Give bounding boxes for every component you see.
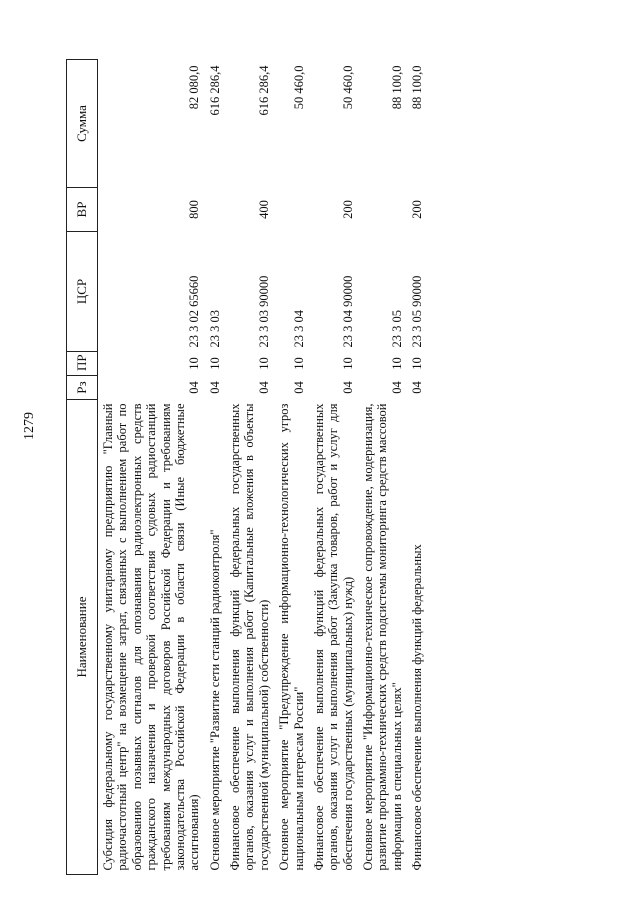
row-name: Субсидия федеральному государственному унитарному предприятию "Главный радиочастотный центр" на возмещение затрат, связанных с выполнением работ по образованию позывных сигналов для опознавания радиоэлектронных средств гражданского назначения и проверкой соответствия судовых радиостанций требованиям международных договоров Российской Федерации и требованиям законодательства Российской Федерации в области связи (Иные бюджетные ассигнования) <box>101 403 202 871</box>
row-csr: 23 3 05 90000 <box>410 275 425 348</box>
row-rz: 04 <box>291 381 306 394</box>
row-vr: 400 <box>256 200 271 219</box>
row-csr: 23 3 05 <box>389 310 404 348</box>
row-csr: 23 3 03 <box>207 310 222 348</box>
row-name: Основное мероприятие "Информационно-техническое сопровождение, модернизация, развитие программно-технических средств подсистемы мониторинга средств массовой информации в специальных целях" <box>361 403 404 871</box>
row-name: Финансовое обеспечение выполнения функций федеральных государственных органов, оказания услуг и выполнения работ (Закупка товаров, работ и услуг для обеспечения государственных (муниципальных) нужд) <box>311 403 355 871</box>
table-row <box>225 60 274 875</box>
row-csr: 23 3 04 90000 <box>340 275 355 348</box>
row-rz: 04 <box>207 381 222 394</box>
header-vr: ВР <box>67 188 98 232</box>
row-rz: 04 <box>389 381 404 394</box>
row-pr: 10 <box>207 357 222 370</box>
row-sum: 616 286,4 <box>256 65 271 116</box>
table-row <box>309 60 358 875</box>
row-csr: 23 3 02 65660 <box>187 275 202 348</box>
row-pr: 10 <box>389 357 404 370</box>
row-pr: 10 <box>187 357 202 370</box>
row-vr: 200 <box>410 200 425 219</box>
table-header-row <box>67 60 98 875</box>
row-rz: 04 <box>187 381 202 394</box>
row-rz: 04 <box>410 381 425 394</box>
table-row <box>98 60 205 875</box>
row-name: Основное мероприятие "Предупреждение информационно-технологических угроз национальным интересам России" <box>277 403 306 871</box>
row-vr <box>358 188 407 232</box>
row-pr: 10 <box>340 357 355 370</box>
table-row <box>274 60 309 875</box>
row-sum: 88 100,0 <box>389 65 404 110</box>
row-pr: 10 <box>410 357 425 370</box>
row-sum: 616 286,4 <box>207 65 222 116</box>
row-vr: 800 <box>187 200 202 219</box>
row-vr: 200 <box>340 200 355 219</box>
row-sum: 82 080,0 <box>187 65 202 110</box>
row-sum: 50 460,0 <box>340 65 355 110</box>
header-rz: Рз <box>67 376 98 400</box>
row-sum: 50 460,0 <box>291 65 306 110</box>
row-rz: 04 <box>340 381 355 394</box>
row-csr: 23 3 03 90000 <box>256 275 271 348</box>
budget-table <box>66 59 428 875</box>
row-name: Финансовое обеспечение выполнения функций федеральных государственных органов, оказания услуг и выполнения работ (Капитальные вложения в объекты государственной (муниципальной) собственности) <box>228 403 271 871</box>
row-sum: 88 100,0 <box>410 65 425 110</box>
page-number: 1279 <box>22 412 37 440</box>
rotated-page-content <box>66 60 564 875</box>
row-name: Основное мероприятие "Развитие сети станций радиоконтроля" <box>207 529 222 871</box>
header-sum: Сумма <box>67 60 98 188</box>
table-row <box>358 60 407 875</box>
header-csr: ЦСР <box>67 232 98 352</box>
row-csr: 23 3 04 <box>291 310 306 348</box>
row-name: Финансовое обеспечение выполнения функций федеральных <box>410 544 425 871</box>
table-row <box>407 60 427 875</box>
row-pr: 10 <box>256 357 271 370</box>
row-vr <box>274 188 309 232</box>
row-pr: 10 <box>291 357 306 370</box>
table-row <box>205 60 225 875</box>
row-rz: 04 <box>256 381 271 394</box>
header-name: Наименование <box>67 400 98 875</box>
header-pr: ПР <box>67 352 98 376</box>
row-vr <box>205 188 225 232</box>
